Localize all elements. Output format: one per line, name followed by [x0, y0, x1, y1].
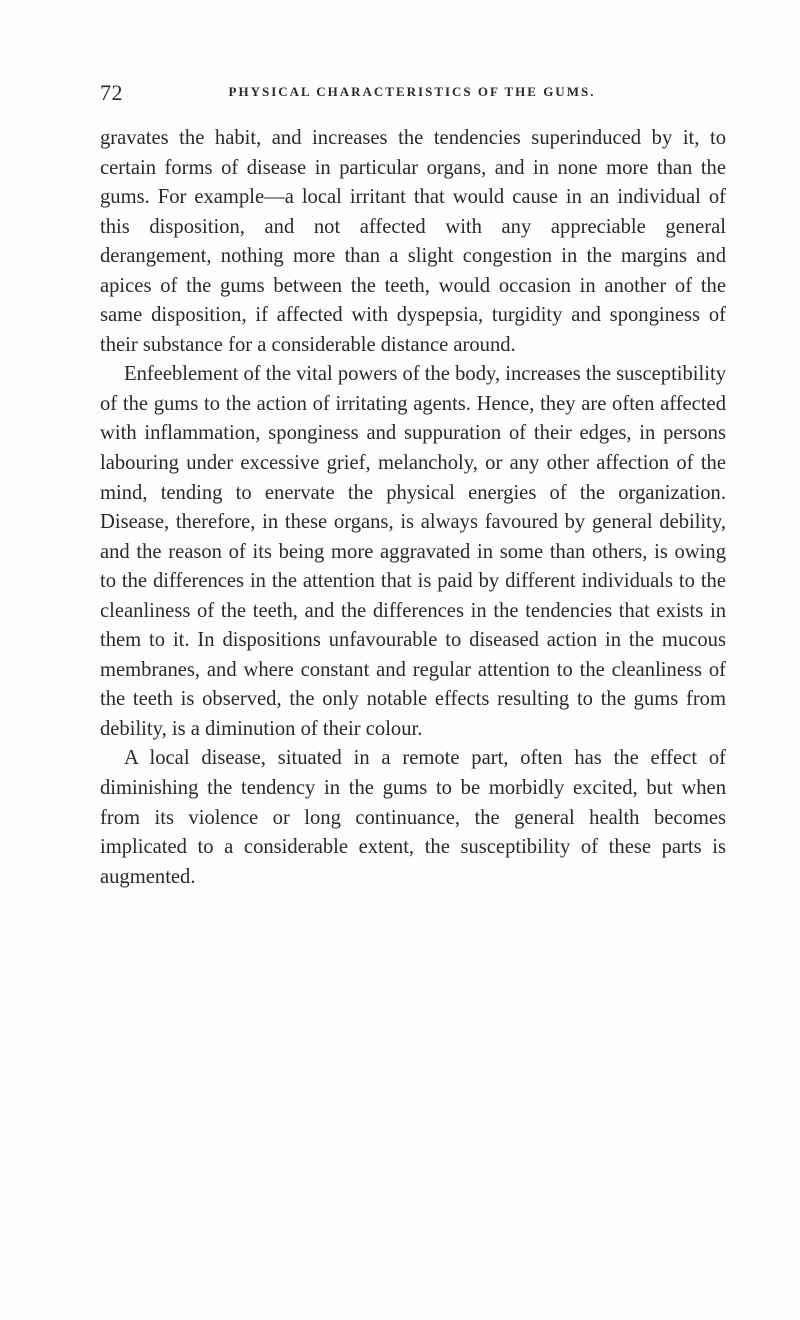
paragraph-local-disease: A local disease, situated in a remote part, often has the effect of diminishing the tendency in the gums to be morbidly excited, but when from its violence or long continuance, the general health becomes implicated to a considerable extent, the susceptibility of these parts is augmented. — [100, 747, 726, 888]
page-number: 72 — [100, 80, 123, 105]
running-title: PHYSICAL CHARACTERISTICS OF THE GUMS. — [228, 84, 596, 99]
paragraph-continuation: gravates the habit, and increases the tendencies superinduced by it, to certain forms of disease in particular organs, and in none more than the gums. For example—a local irritant that would cause in an individual of this disposition, and not affected with any appreciable general derangement, nothing more than a slight congestion in the margins and apices of the gums between the teeth, would occasion in another of the same disposition, if affected with dyspepsia, turgidity and sponginess of their substance for a considerable distance around. — [100, 127, 726, 356]
paragraph-enfeeblement: Enfeeblement of the vital powers of the body, increases the susceptibility of the gums to the action of irritating agents. Hence, they are often affected with inflammation, sponginess and suppuration of their edges, in persons labouring under excessive grief, melancholy, or any other affection of the mind, tending to enervate the physical energies of the organization. Disease, therefore, in these organs, is always favoured by general debility, and the reason of its being more aggravated in some than others, is owing to the differences in the attention that is paid by different individuals to the cleanliness of the teeth, and the differences in the tendencies that exists in them to it. In dispositions unfavourable to diseased action in the mucous membranes, and where constant and regular attention to the cleanliness of the teeth is observed, the only notable effects resulting to the gums from debility, is a diminution of their colour. — [100, 363, 726, 740]
running-head — [100, 80, 724, 106]
body-text — [100, 124, 726, 892]
